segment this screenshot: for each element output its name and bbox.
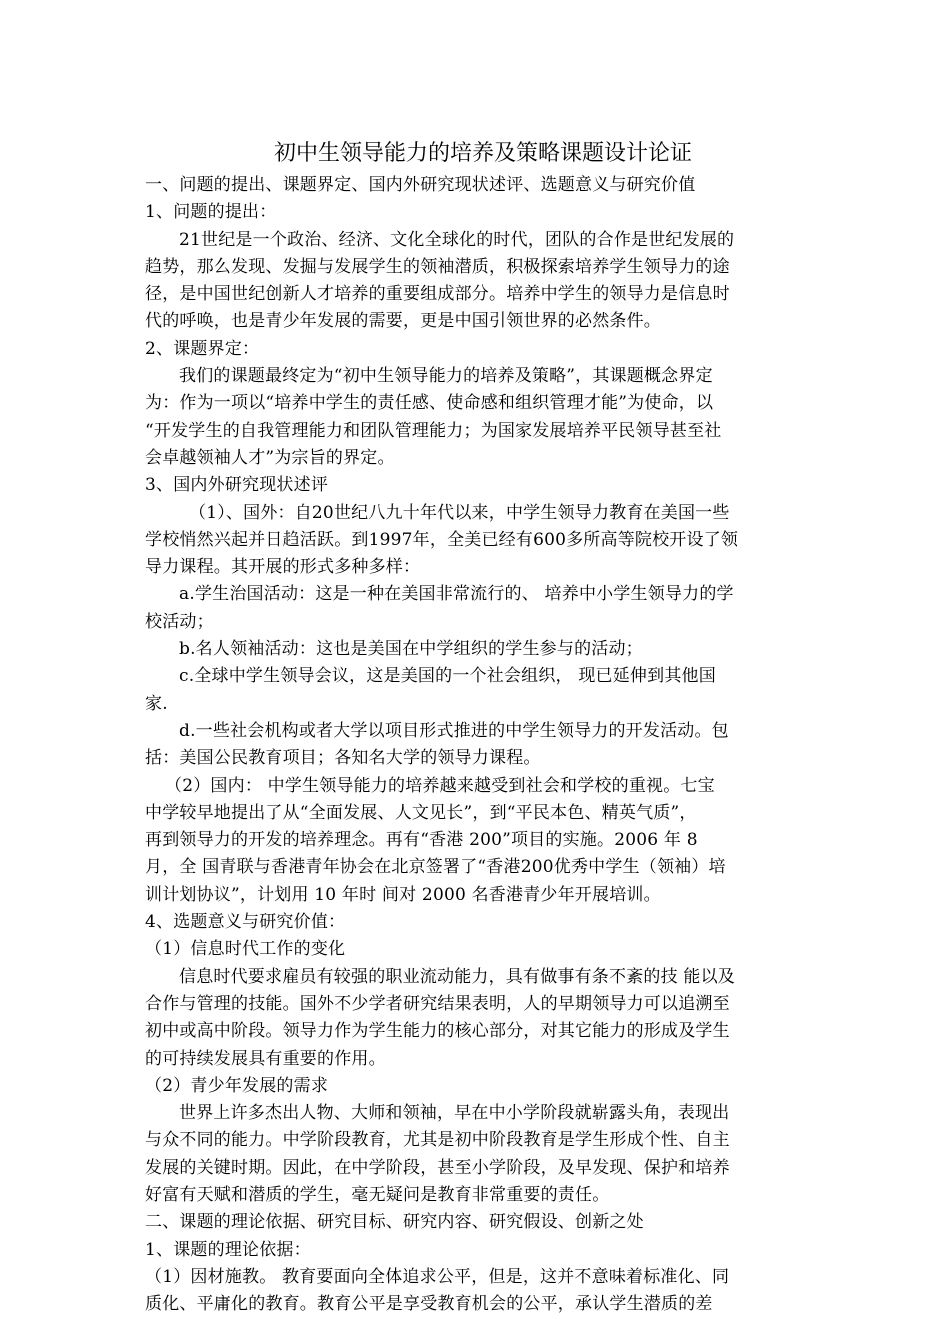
document-body [145,172,811,1318]
text-line: 一、问题的提出、课题界定、国内外研究现状述评、选题意义与研究价值 [145,175,696,195]
text-line: 训计划协议”，计划用 10 年时 间对 2000 名香港青少年开展培训。 [145,884,661,905]
text-line: （1）因材施教。 教育要面向全体追求公平，但是，这并不意味着标准化、同 [145,1266,730,1287]
text-line: “开发学生的自我管理能力和团队管理能力；为国家发展培养平民领导甚至社 [145,420,722,441]
text-line: （1）、国外：自20世纪八九十年代以来，中学生领导力教育在美国一些 [189,502,730,523]
text-line: c.全球中学生领导会议，这是美国的一个社会组织， 现已延伸到其他国 [179,666,716,687]
text-line: 月，全 国青联与香港青年协会在北京签署了“香港200优秀中学生（领袖）培 [145,857,726,878]
text-line: 合作与管理的技能。国外不少学者研究结果表明，人的早期领导力可以追溯至 [145,993,730,1014]
text-line: （1）信息时代工作的变化 [145,939,346,960]
text-line: 二、课题的理论依据、研究目标、研究内容、研究假设、创新之处 [145,1212,644,1233]
text-line: 径，是中国世纪创新人才培养的重要组成部分。培养中学生的领导力是信息时 [145,284,730,305]
text-line: 中学较早地提出了从“全面发展、人文见长”，到“平民本色、精英气质”， [145,802,697,823]
text-line: a.学生治国活动：这是一种在美国非常流行的、 培养中小学生领导力的学 [179,584,734,605]
text-line: b.名人领袖活动：这也是美国在中学组织的学生参与的活动； [179,639,643,660]
text-line: 3、国内外研究现状述评 [145,475,329,496]
text-line: 2、课题界定： [145,338,260,359]
text-line: 趋势，那么发现、发掘与发展学生的领袖潜质，积极探索培养学生领导力的途 [145,256,730,277]
text-line: （2）国内： 中学生领导能力的培养越来越受到社会和学校的重视。七宝 [165,775,715,796]
text-line: 括：美国公民教育项目；各知名大学的领导力课程。 [145,748,541,769]
text-line: 1、问题的提出： [145,202,277,223]
text-line: 学校悄然兴起并日趋活跃。到1997年，全美已经有600多所高等院校开设了领 [145,529,739,550]
text-line: 信息时代要求雇员有较强的职业流动能力，具有做事有条不紊的技 能以及 [179,966,736,987]
text-line: 与众不同的能力。中学阶段教育，尤其是初中阶段教育是学生形成个性、自主 [145,1130,730,1151]
text-line: 4、选题意义与研究价值： [145,912,346,933]
text-line: 导力课程。其开展的形式多种多样： [145,557,421,578]
text-line: 会卓越领袖人才”为宗旨的界定。 [145,447,395,468]
text-line: 我们的课题最终定为“初中生领导能力的培养及策略”，其课题概念界定 [179,366,713,387]
text-line: d.一些社会机构或者大学以项目形式推进的中学生领导力的开发活动。包 [179,720,729,741]
text-line: 校活动； [145,611,214,632]
text-line: 代的呼唤，也是青少年发展的需要，更是中国引领世界的必然条件。 [145,311,661,332]
text-line: 家. [145,693,168,714]
text-line: 质化、平庸化的教育。教育公平是享受教育机会的公平，承认学生潜质的差 [145,1294,713,1315]
text-line: 为：作为一项以“培养中学生的责任感、使命感和组织管理才能”为使命，以 [145,393,714,414]
text-line: 初中或高中阶段。领导力作为学生能力的核心部分，对其它能力的形成及学生 [145,1021,730,1042]
text-line: 发展的关键时期。因此，在中学阶段，甚至小学阶段，及早发现、保护和培养 [145,1157,730,1178]
text-line: 再到领导力的开发的培养理念。再有“香港 200”项目的实施。2006 年 8 [145,830,698,851]
text-line: 世界上许多杰出人物、大师和领袖，早在中小学阶段就崭露头角，表现出 [179,1103,730,1124]
text-line: 的可持续发展具有重要的作用。 [145,1048,386,1069]
text-line: 21世纪是一个政治、经济、文化全球化的时代，团队的合作是世纪发展的 [179,229,735,250]
document-title: 初中生领导能力的培养及策略课题设计论证 [273,141,692,166]
text-line: （2）青少年发展的需求 [145,1075,329,1096]
text-line: 1、课题的理论依据： [145,1239,311,1260]
text-line: 好富有天赋和潜质的学生，毫无疑问是教育非常重要的责任。 [145,1184,610,1205]
